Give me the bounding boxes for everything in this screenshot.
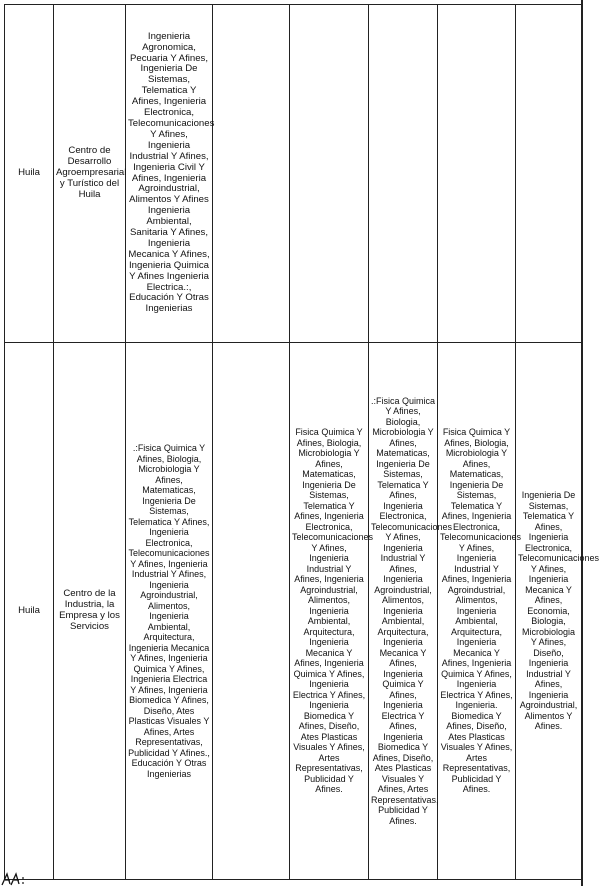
programs-cell: Ingenieria De Sistemas, Telematica Y Afines, Ingenieria Electronica, Telecomunicaciones Y Afines, Ingenieria Mecanica Y Afines, Economia, Biologia, Microbiologia Y Afines, Diseño, Ingenieria Industrial Y Afines, Ingenieria Agroindustrial, Alimentos Y Afines. [516,343,582,880]
center-cell: Centro de Desarrollo Agroempresarial y Turístico del Huila [54,5,126,343]
programs-cell: .:Fisica Quimica Y Afines, Biologia, Microbiologia Y Afines, Matematicas, Ingenieria De Sistemas, Telematica Y Afines, Ingenieria Electronica, Telecomunicaciones Y Afines, Ingenieria Industrial Y Afines, Ingenieria Agroindustrial, Alimentos, Ingenieria Ambiental, Arquitectura, Ingenieria Mecanica Y Afines, Ingenieria Quimica Y Afines, Ingenieria Electrica Y Afines, Ingenieria Biomedica Y Afines, Diseño, Ates Plasticas Visuales Y Afines, Artes Representativas, Publicidad Y Afines. [369,343,438,880]
programs-cell-empty [213,343,290,880]
handwritten-initials [0,872,40,886]
programs-cell: Fisica Quimica Y Afines, Biologia, Microbiologia Y Afines, Matematicas, Ingenieria De Sistemas, Telematica Y Afines, Ingenieria Electronica, Telecomunicaciones Y Afines, Ingenieria Industrial Y Afines, Ingenieria Agroindustrial, Alimentos, Ingenieria Ambiental, Arquitectura, Ingenieria Mecanica Y Afines, Ingenieria Quimica Y Afines, Ingenieria Electrica Y Afines, Ingenieria Biomedica Y Afines, Diseño, Ates Plasticas Visuales Y Afines, Artes Representativas, Publicidad Y Afines. [290,343,369,880]
table-row [5,343,582,880]
table-row [5,5,582,343]
programs-cell-empty [213,5,290,343]
programs-cell: Fisica Quimica Y Afines, Biologia, Microbiologia Y Afines, Matematicas, Ingenieria De Sistemas, Telematica Y Afines, Ingenieria Electronica, Telecomunicaciones Y Afines, Ingenieria Industrial Y Afines, Ingenieria Agroindustrial, Alimentos, Ingenieria Ambiental, Arquitectura, Ingenieria Mecanica Y Afines, Ingenieria Quimica Y Afines, Ingenieria Electrica Y Afines, Ingenieria. Biomedica Y Afines, Diseño, Ates Plasticas Visuales Y Afines, Artes Representativas, Publicidad Y Afines. [438,343,516,880]
programs-cell-empty [438,5,516,343]
department-cell: Huila [5,5,54,343]
programs-cell-empty [290,5,369,343]
programs-table [4,4,599,880]
programs-cell: Ingenieria Agronomica, Pecuaria Y Afines, Ingenieria De Sistemas, Telematica Y Afines, Ingenieria Electronica, Telecomunicaciones Y Afines, Ingenieria Industrial Y Afines, Ingenieria Civil Y Afines, Ingenieria Agroindustrial, Alimentos Y Afines Ingenieria Ambiental, Sanitaria Y Afines, Ingenieria Mecanica Y Afines, Ingenieria Quimica Y Afines Ingenieria Electrica.:, Educación Y Otras Ingenierias [126,5,213,343]
programs-cell-empty [369,5,438,343]
programs-cell: .:Fisica Quimica Y Afines, Biologia, Microbiologia Y Afines, Matematicas, Ingenieria De Sistemas, Telematica Y Afines, Ingenieria Electronica, Telecomunicaciones Y Afines, Ingenieria Industrial Y Afines, Ingenieria Agroindustrial, Alimentos, Ingenieria Ambiental, Arquitectura, Ingenieria Mecanica Y Afines, Ingenieria Quimica Y Afines, Ingenieria Electrica Y Afines, Ingenieria Biomedica Y Afines, Diseño, Ates Plasticas Visuales Y Afines, Artes Representativas, Publicidad Y Afines., Educación Y Otras Ingenierias [126,343,213,880]
center-cell: Centro de la Industria, la Empresa y los Servicios [54,343,126,880]
programs-cell-empty [516,5,582,343]
department-cell: Huila [5,343,54,880]
